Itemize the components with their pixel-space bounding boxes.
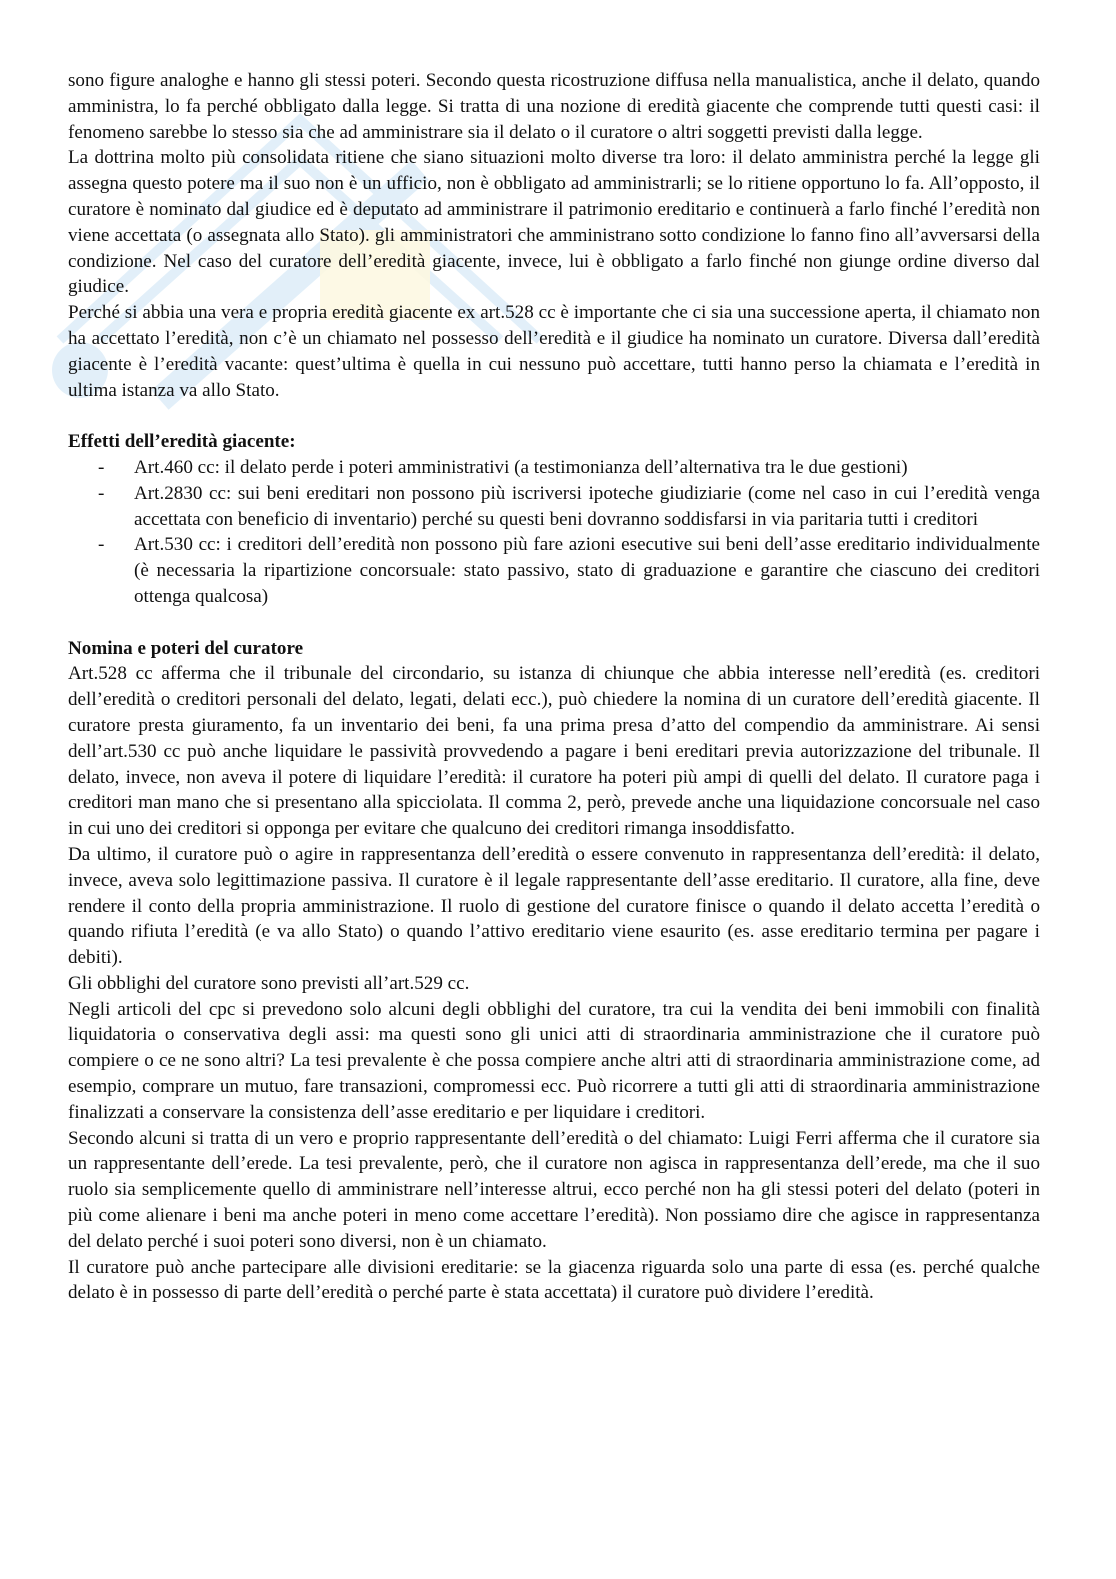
- intro-paragraph-3: Perché si abbia una vera e propria eredità giacente ex art.528 cc è importante che ci sia una successione aperta, il chiamato non ha accettato l’eredità, non c’è un chiamato nel possesso dell’eredità e il giudice ha nominato un curatore. Diversa dall’eredità giacente è l’eredità vacante: quest’ultima è quella in cui nessuno può accettare, tutti hanno perso la chiamata e l’eredità in ultima istanza va allo Stato.: [68, 302, 1040, 401]
- list-item-text: Art.460 cc: il delato perde i poteri amministrativi (a testimonianza dell’alternativa tra le due gestioni): [134, 456, 908, 478]
- list-item: [68, 532, 1040, 609]
- curator-heading: Nomina e poteri del curatore: [68, 637, 304, 659]
- curator-paragraph-1: Art.528 cc afferma che il tribunale del circondario, su istanza di chiunque che abbia interesse nell’eredità (es. creditori dell’eredità o creditori personali del delato, legati, delati ecc.), può chiedere la nomina di un curatore dell’eredità giacente. Il curatore presta giuramento, fa un inventario dei beni, fa una prima presa d’atto del compendio da amministrare. Ai sensi dell’art.530 cc può anche liquidare le passività provvedendo a pagare i beni ereditari previa autorizzazione del tribunale. Il delato, invece, non aveva il potere di liquidare l’eredità: il curatore ha poteri più ampi di quelli del delato. Il curatore paga i creditori man mano che si presentano alla spicciolata. Il comma 2, però, prevede anche una liquidazione concorsuale nel caso in cui uno dei creditori si opponga per evitare che qualcuno dei creditori rimanga insoddisfatto.: [68, 663, 1040, 840]
- dash-bullet: -: [98, 482, 105, 504]
- spacer: [68, 610, 1040, 636]
- list-item: [68, 455, 1040, 481]
- intro-paragraph-1: sono figure analoghe e hanno gli stessi poteri. Secondo questa ricostruzione diffusa nella manualistica, anche il delato, quando amministra, lo fa perché obbligato dalla legge. Si tratta di una nozione di eredità giacente che comprende tutti questi casi: il fenomeno sarebbe lo stesso sia che ad amministrare sia il delato o il curatore o altri soggetti previsti dalla legge.: [68, 70, 1040, 143]
- dash-bullet: -: [98, 534, 105, 556]
- spacer: [68, 403, 1040, 429]
- dash-bullet: -: [98, 456, 105, 478]
- curator-paragraph-5: Secondo alcuni si tratta di un vero e proprio rappresentante dell’eredità o del chiamato: Luigi Ferri afferma che il curatore sia un rappresentante dell’erede. La tesi prevalente, però, che il curatore non agisca in rappresentanza dell’erede, ma che il suo ruolo sia semplicemente quello di amministrare nell’interesse altrui, ecco perché non ha gli stessi poteri del delato (poteri in più come alienare i beni ma anche poteri in meno come accettare l’eredità). Non possiamo dire che agisce in rappresentanza del delato perché i suoi poteri sono diversi, non è un chiamato.: [68, 1127, 1040, 1252]
- effects-heading: Effetti dell’eredità giacente:: [68, 431, 296, 453]
- curator-paragraph-3: Gli obblighi del curatore sono previsti all’art.529 cc.: [68, 972, 470, 994]
- curator-paragraph-2: Da ultimo, il curatore può o agire in rappresentanza dell’eredità o essere convenuto in rappresentanza dell’eredità: il delato, invece, aveva solo legittimazione passiva. Il curatore è il legale rappresentante dell’asse ereditario. Il curatore, alla fine, deve rendere il conto della propria amministrazione. Il ruolo di gestione del curatore finisce o quando il delato accetta l’eredità o quando rifiuta l’eredità (e va allo Stato) o quando l’attivo ereditario viene esaurito (es. asse ereditario termina per pagare i debiti).: [68, 843, 1040, 969]
- intro-paragraph-2: La dottrina molto più consolidata ritiene che siano situazioni molto diverse tra loro: il delato amministra perché la legge gli assegna questo potere ma il suo non è un ufficio, non è obbligato ad amministrarli; se lo ritiene opportuno lo fa. All’opposto, il curatore è nominato dal giudice ed è deputato ad amministrare il patrimonio ereditario e continuerà a farlo finché l’eredità non viene accettata (o assegnata allo Stato). gli amministratori che amministrano sotto condizione lo fanno fino all’avversarsi della condizione. Nel caso del curatore dell’eredità giacente, invece, lui è obbligato a farlo finché non giunge ordine diverso dal giudice.: [68, 147, 1040, 298]
- curator-paragraph-4: Negli articoli del cpc si prevedono solo alcuni degli obblighi del curatore, tra cui la vendita dei beni immobili con finalità liquidatoria o conservativa degli assi: ma questi sono gli unici atti di straordinaria amministrazione che il curatore può compiere o ce ne sono altri? La tesi prevalente è che possa compiere anche altri atti di straordinaria amministrazione come, ad esempio, comprare un mutuo, fare transazioni, compromessi ecc. Può ricorrere a tutti gli atti di straordinaria amministrazione finalizzati a conservare la consistenza dell’asse ereditario e per liquidare i creditori.: [68, 998, 1040, 1123]
- effects-list: [68, 455, 1040, 610]
- list-item-text: Art.2830 cc: sui beni ereditari non possono più iscriversi ipoteche giudiziarie (come nel caso in cui l’eredità venga accettata con beneficio di inventario) perché su questi beni dovranno soddisfarsi in via paritaria tutti i creditori: [134, 482, 1040, 530]
- list-item-text: Art.530 cc: i creditori dell’eredità non possono più fare azioni esecutive sui beni dell’asse ereditario individualmente (è necessaria la ripartizione concorsuale: stato passivo, stato di graduazione e garantire che ciascuno dei creditori ottenga qualcosa): [134, 534, 1040, 607]
- curator-paragraph-6: Il curatore può anche partecipare alle divisioni ereditarie: se la giacenza riguarda solo una parte di essa (es. perché qualche delato è in possesso di parte dell’eredità o perché parte è stata accettata) il curatore può dividere l’eredità.: [68, 1256, 1040, 1304]
- document-page: [68, 68, 1040, 1306]
- list-item: [68, 481, 1040, 533]
